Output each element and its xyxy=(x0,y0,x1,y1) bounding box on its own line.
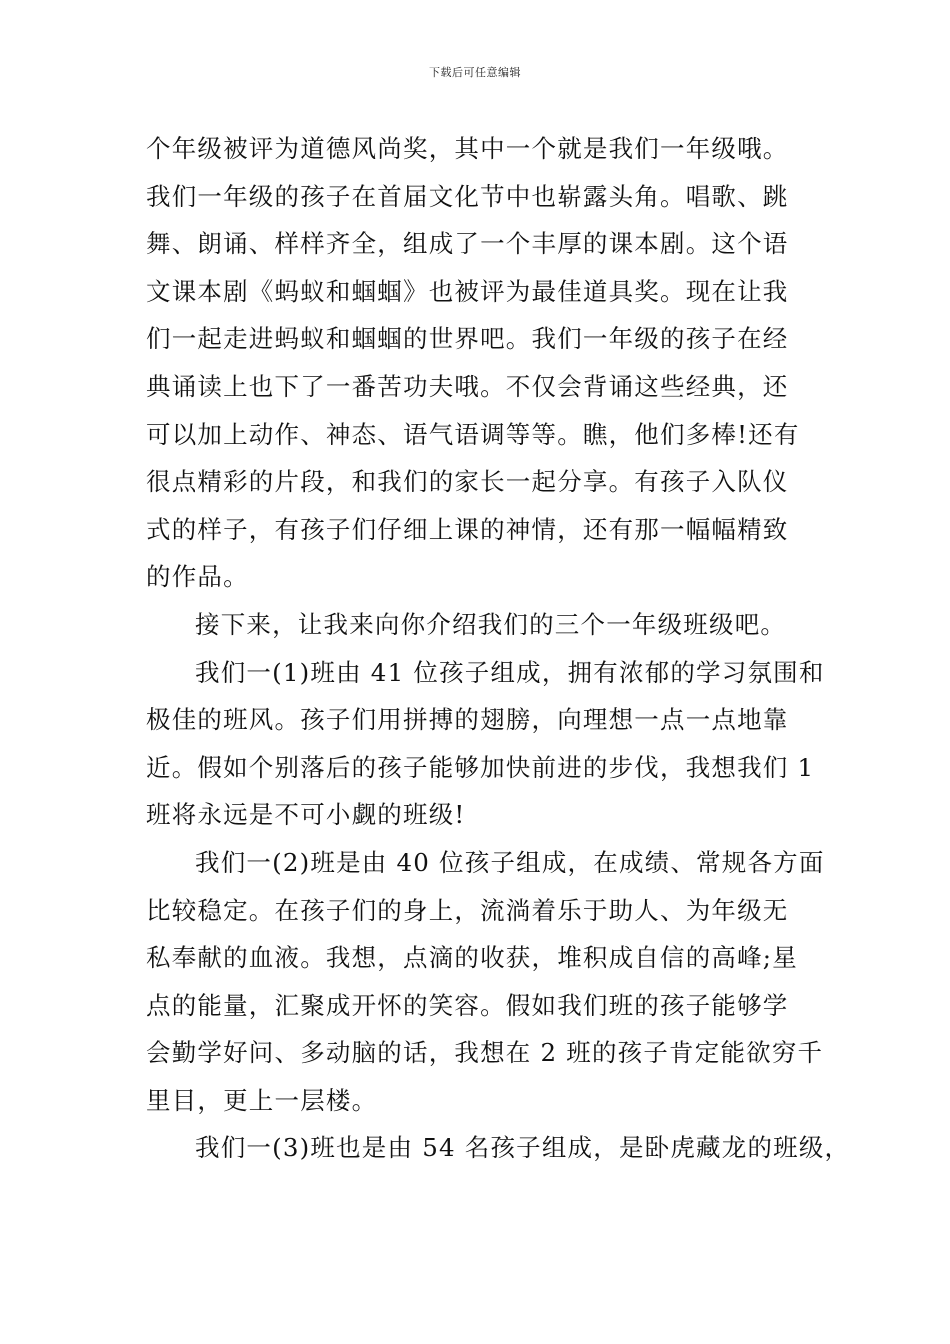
text-line: 式的样子，有孩子们仔细上课的神情，还有那一幅幅精致 xyxy=(146,514,789,544)
text-line: 会勤学好问、多动脑的话，我想在 2 班的孩子肯定能欲穷千 xyxy=(146,1038,824,1068)
text-line: 文课本剧《蚂蚁和蝈蝈》也被评为最佳道具奖。现在让我 xyxy=(146,276,789,306)
text-line: 极佳的班风。孩子们用拼搏的翅膀，向理想一点一点地靠 xyxy=(146,705,789,735)
text-line: 私奉献的血液。我想，点滴的收获，堆积成自信的高峰;星 xyxy=(146,943,798,973)
text-line: 很点精彩的片段，和我们的家长一起分享。有孩子入队仪 xyxy=(146,467,789,497)
text-line: 班将永远是不可小觑的班级! xyxy=(146,800,466,830)
document-body xyxy=(146,125,851,1172)
text-line: 比较稳定。在孩子们的身上，流淌着乐于助人、为年级无 xyxy=(146,895,789,925)
paragraph-first-line: 接下来，让我来向你介绍我们的三个一年级班级吧。 xyxy=(195,609,787,639)
paragraph-first-line: 我们一(2)班是由 40 位孩子组成，在成绩、常规各方面 xyxy=(195,847,825,877)
text-line: 典诵读上也下了一番苦功夫哦。不仅会背诵这些经典，还 xyxy=(146,371,789,401)
text-line: 点的能量，汇聚成开怀的笑容。假如我们班的孩子能够学 xyxy=(146,990,789,1020)
text-line: 里目，更上一层楼。 xyxy=(146,1085,378,1115)
text-line: 的作品。 xyxy=(146,562,249,592)
text-line: 舞、朗诵、样样齐全，组成了一个丰厚的课本剧。这个语 xyxy=(146,229,789,259)
page-header: 下载后可任意编辑 xyxy=(429,66,521,79)
text-line: 我们一年级的孩子在首届文化节中也崭露头角。唱歌、跳 xyxy=(146,181,789,211)
text-line: 们一起走进蚂蚁和蝈蝈的世界吧。我们一年级的孩子在经 xyxy=(146,324,789,354)
text-line: 可以加上动作、神态、语气语调等等。瞧，他们多棒!还有 xyxy=(146,419,800,449)
paragraph-first-line: 我们一(1)班由 41 位孩子组成，拥有浓郁的学习氛围和 xyxy=(195,657,825,687)
text-line: 个年级被评为道德风尚奖，其中一个就是我们一年级哦。 xyxy=(146,134,789,163)
paragraph-first-line: 我们一(3)班也是由 54 名孩子组成，是卧虎藏龙的班级， xyxy=(195,1133,851,1163)
text-line: 近。假如个别落后的孩子能够加快前进的步伐，我想我们 1 xyxy=(146,752,815,782)
